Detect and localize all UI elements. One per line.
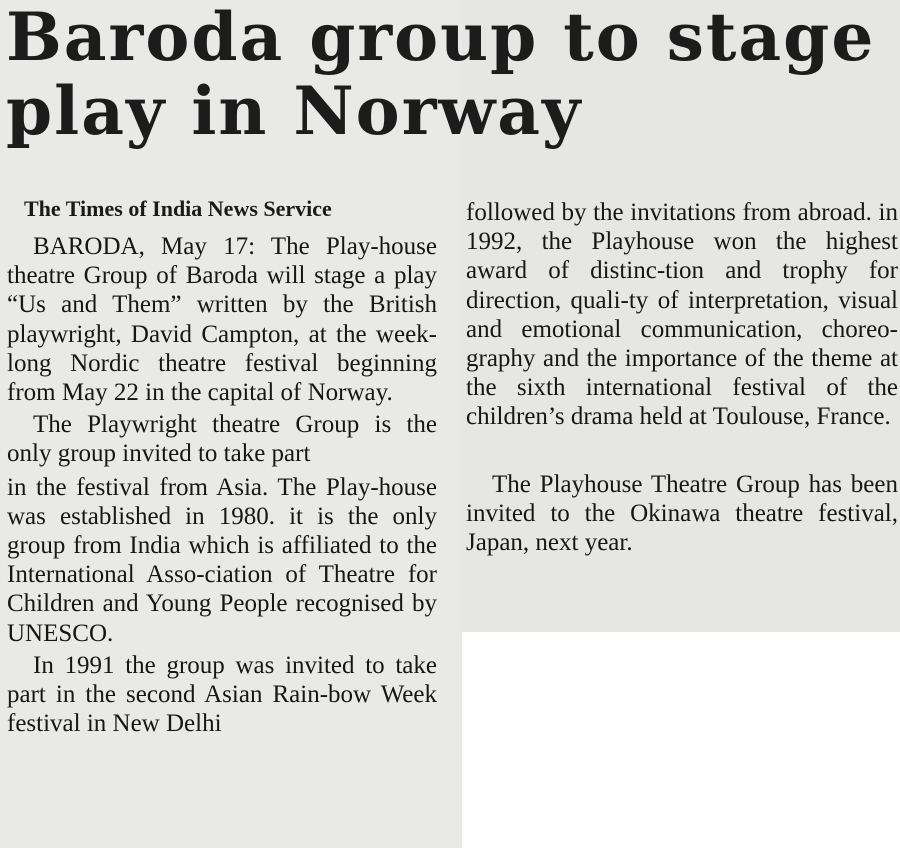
paragraph-festival-asia: in the festival from Asia. The Play-house was established in 1980. it is the only group from India which is affiliated to the International Asso-ciation of Theatre for Children and Young People recognised by UNESCO. (7, 473, 437, 647)
headline-line-1: Baroda group to stage (6, 0, 876, 76)
paragraph-okinawa: The Playhouse Theatre Group has been invited to the Okinawa theatre festival, Japan, next year. (466, 470, 898, 557)
headline-line-2: play in Norway (6, 72, 583, 150)
byline: The Times of India News Service (24, 196, 332, 221)
headline (6, 0, 896, 148)
paragraph-invitations-abroad: followed by the invitations from abroad. in 1992, the Playhouse won the highest award of distinc-tion and trophy for direction, quali-ty of interpretation, visual and emotional communication, choreo-graphy and the importance of the theme at the sixth international festival of the children’s drama held at Toulouse, France. (466, 199, 898, 431)
paragraph-dateline: BARODA, May 17: The Play-house theatre Group of Baroda will stage a play “Us and Them” written by the British playwright, David Campton, at the week-long Nordic theatre festival beginning from May 22 in the capital of Norway. (7, 233, 437, 407)
left-column (7, 232, 437, 738)
paragraph-asian-rainbow: In 1991 the group was invited to take part in the second Asian Rain-bow Week festival in New Delhi (7, 651, 437, 738)
right-column (466, 198, 898, 557)
paragraph-only-group: The Playwright theatre Group is the only group invited to take part (7, 411, 437, 468)
